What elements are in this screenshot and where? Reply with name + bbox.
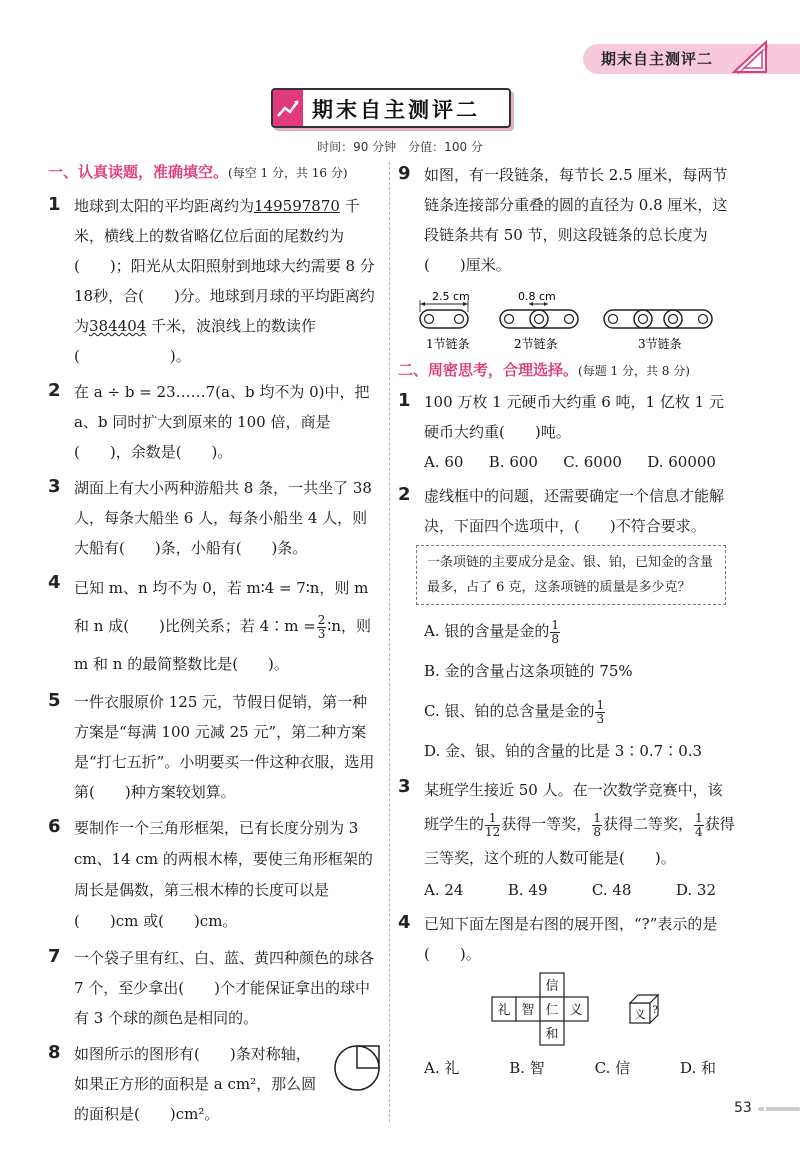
question-1-6: 6 要制作一个三角形框架，已有长度分别为 3 cm、14 cm 的两根木棒，要使三角形框架的周长是偶数，第三根木棒的长度可以是( )cm 或( )cm。 bbox=[48, 816, 373, 930]
option-a[interactable]: A. 礼 bbox=[424, 1059, 460, 1077]
page-title: 期末自主测评二 bbox=[312, 98, 480, 122]
question-1-2: 2 在 a ÷ b = 23……7(a、b 均不为 0)中，把 a、b 同时扩大到原来的 100 倍，商是( )，余数是( )。 bbox=[48, 380, 370, 461]
trend-icon bbox=[273, 90, 303, 126]
time-info: 时间：90 分钟 分值：100 分 bbox=[317, 140, 483, 154]
length-label: 2.5 cm bbox=[432, 290, 470, 303]
problem-box: 一条项链的主要成分是金、银、铂，已知金的含量最多，占了 6 克，这条项链的质量是多少克？ bbox=[416, 545, 726, 605]
options-row bbox=[398, 1053, 736, 1083]
page-number: 53 bbox=[734, 1100, 752, 1116]
header-tab-title: 期末自主测评二 bbox=[601, 50, 714, 68]
cube-front-face: 义 bbox=[634, 1008, 646, 1021]
section2-heading: 二、周密思考，合理选择。(每题 1 分，共 8 分) bbox=[398, 361, 690, 379]
left-column bbox=[48, 160, 382, 1129]
question-1-1: 1 地球到太阳的平均距离约为149597870 千米，横线上的数省略亿位后面的尾数约为( )；阳光从太阳照射到地球大约需要 8 分 18秒，合( )分。地球到月球的平均距离约为384404 千米，波浪线上的数读作( )。 bbox=[48, 194, 375, 365]
net-face-3: 仁 bbox=[545, 1003, 559, 1018]
net-face-1: 礼 bbox=[497, 1003, 511, 1018]
net-bottom-face: 和 bbox=[545, 1027, 559, 1042]
question-1-3: 3 湖面上有大小两种游船共 8 条，一共坐了 38 人，每条大船坐 6 人，每条小船坐 4 人，则大船有( )条，小船有( )条。 bbox=[48, 476, 372, 557]
option-c[interactable]: C. 银、铂的总含量是金的 $\frac{1}{3}$ bbox=[424, 697, 605, 726]
chain-caption-1: 1节链条 bbox=[426, 337, 470, 351]
option-a[interactable]: A. 60 bbox=[424, 453, 464, 471]
question-1-7: 7 一个袋子里有红、白、蓝、黄四种颜色的球各 7 个，至少拿出( )个才能保证拿出的球中有 3 个球的颜色是相同的。 bbox=[48, 946, 375, 1027]
column-divider bbox=[389, 162, 390, 1122]
options-row bbox=[424, 447, 736, 477]
question-2-2: 2 虚线框中的问题，还需要确定一个信息才能解决，下面四个选项中，( )不符合要求。 bbox=[398, 484, 725, 535]
option-d[interactable]: D. 金、银、铂的含量的比是 3∶0.7∶0.3 bbox=[424, 742, 703, 760]
option-c[interactable]: C. 信 bbox=[594, 1059, 631, 1077]
option-d[interactable]: D. 32 bbox=[675, 881, 716, 899]
net-face-2: 智 bbox=[521, 1003, 535, 1018]
circle-square-figure bbox=[332, 1043, 382, 1093]
question-2-3: 3 某班学生接近 50 人。在一次数学竞赛中，该班学生的 $\frac{1}{12}$ 获得一等奖， $\frac{1}{8}$ 获得二等奖， $\frac{1}{4}$ 获得三等奖，这个班的人数可能是( )。 A. 24 B. 49 C. 48 D. 32 bbox=[398, 773, 736, 905]
cube-net-figure bbox=[398, 971, 736, 1053]
cube-side-face: ? bbox=[652, 1005, 658, 1016]
options-row bbox=[424, 875, 736, 905]
option-c[interactable]: C. 48 bbox=[591, 881, 632, 899]
option-d[interactable]: D. 60000 bbox=[647, 453, 716, 471]
net-face-4: 义 bbox=[569, 1003, 583, 1018]
ruler-icon bbox=[730, 38, 770, 76]
section1-heading: 一、认真读题，准确填空。(每空 1 分，共 16 分) bbox=[48, 163, 348, 181]
option-b[interactable]: B. 智 bbox=[509, 1059, 545, 1077]
question-2-4: 4 已知下面左图是右图的展开图，“?”表示的是( )。 bbox=[398, 912, 718, 963]
option-b[interactable]: B. 600 bbox=[488, 453, 538, 471]
option-a[interactable]: A. 银的含量是金的 $\frac{1}{8}$ bbox=[424, 617, 560, 646]
fraction: $\frac{2}{3}$ bbox=[317, 612, 326, 641]
option-c[interactable]: C. 6000 bbox=[563, 453, 622, 471]
question-2-2-options bbox=[398, 611, 736, 771]
diameter-label: 0.8 cm bbox=[518, 290, 556, 303]
question-1-9: 9 如图，有一段链条，每节长 2.5 厘米，每两节链条连接部分重叠的圆的直径为 0.8 厘米，这段链条共有 50 节，则这段链条的总长度为( )厘米。 bbox=[398, 163, 728, 274]
option-b[interactable]: B. 金的含量占这条项链的 75% bbox=[424, 662, 633, 680]
option-b[interactable]: B. 49 bbox=[507, 881, 548, 899]
chain-caption-3: 3节链条 bbox=[638, 337, 682, 351]
question-1-8: 8 如图所示的图形有( )条对称轴，如果正方形的面积是 a cm²，那么圆的面积是( )cm²。 bbox=[48, 1039, 382, 1129]
question-2-1: 1 100 万枚 1 元硬币大约重 6 吨，1 亿枚 1 元硬币大约重( )吨。 A. 60 B. 600 C. 6000 D. 60000 bbox=[398, 387, 736, 477]
chain-figure bbox=[398, 286, 736, 356]
question-1-4: 4 已知 m、n 均不为 0，若 m∶4 = 7∶n，则 m 和 n 成( )比例关系；若 4∶m = $\frac{2}{3}$ ∶n，则 m 和 n 的最简整数比是( )。 bbox=[48, 572, 371, 673]
right-column bbox=[398, 160, 736, 1083]
option-a[interactable]: A. 24 bbox=[424, 881, 464, 899]
net-top-face: 信 bbox=[545, 979, 559, 994]
question-1-5: 5 一件衣服原价 125 元，节假日促销，第一种方案是“每满 100 元减 25 元”，第二种方案是“打七五折”。小明要买一件这种衣服，选用第( )种方案较划算。 bbox=[48, 690, 375, 801]
chain-caption-2: 2节链条 bbox=[514, 337, 558, 351]
option-d[interactable]: D. 和 bbox=[679, 1059, 716, 1077]
page-decoration bbox=[758, 1107, 800, 1111]
